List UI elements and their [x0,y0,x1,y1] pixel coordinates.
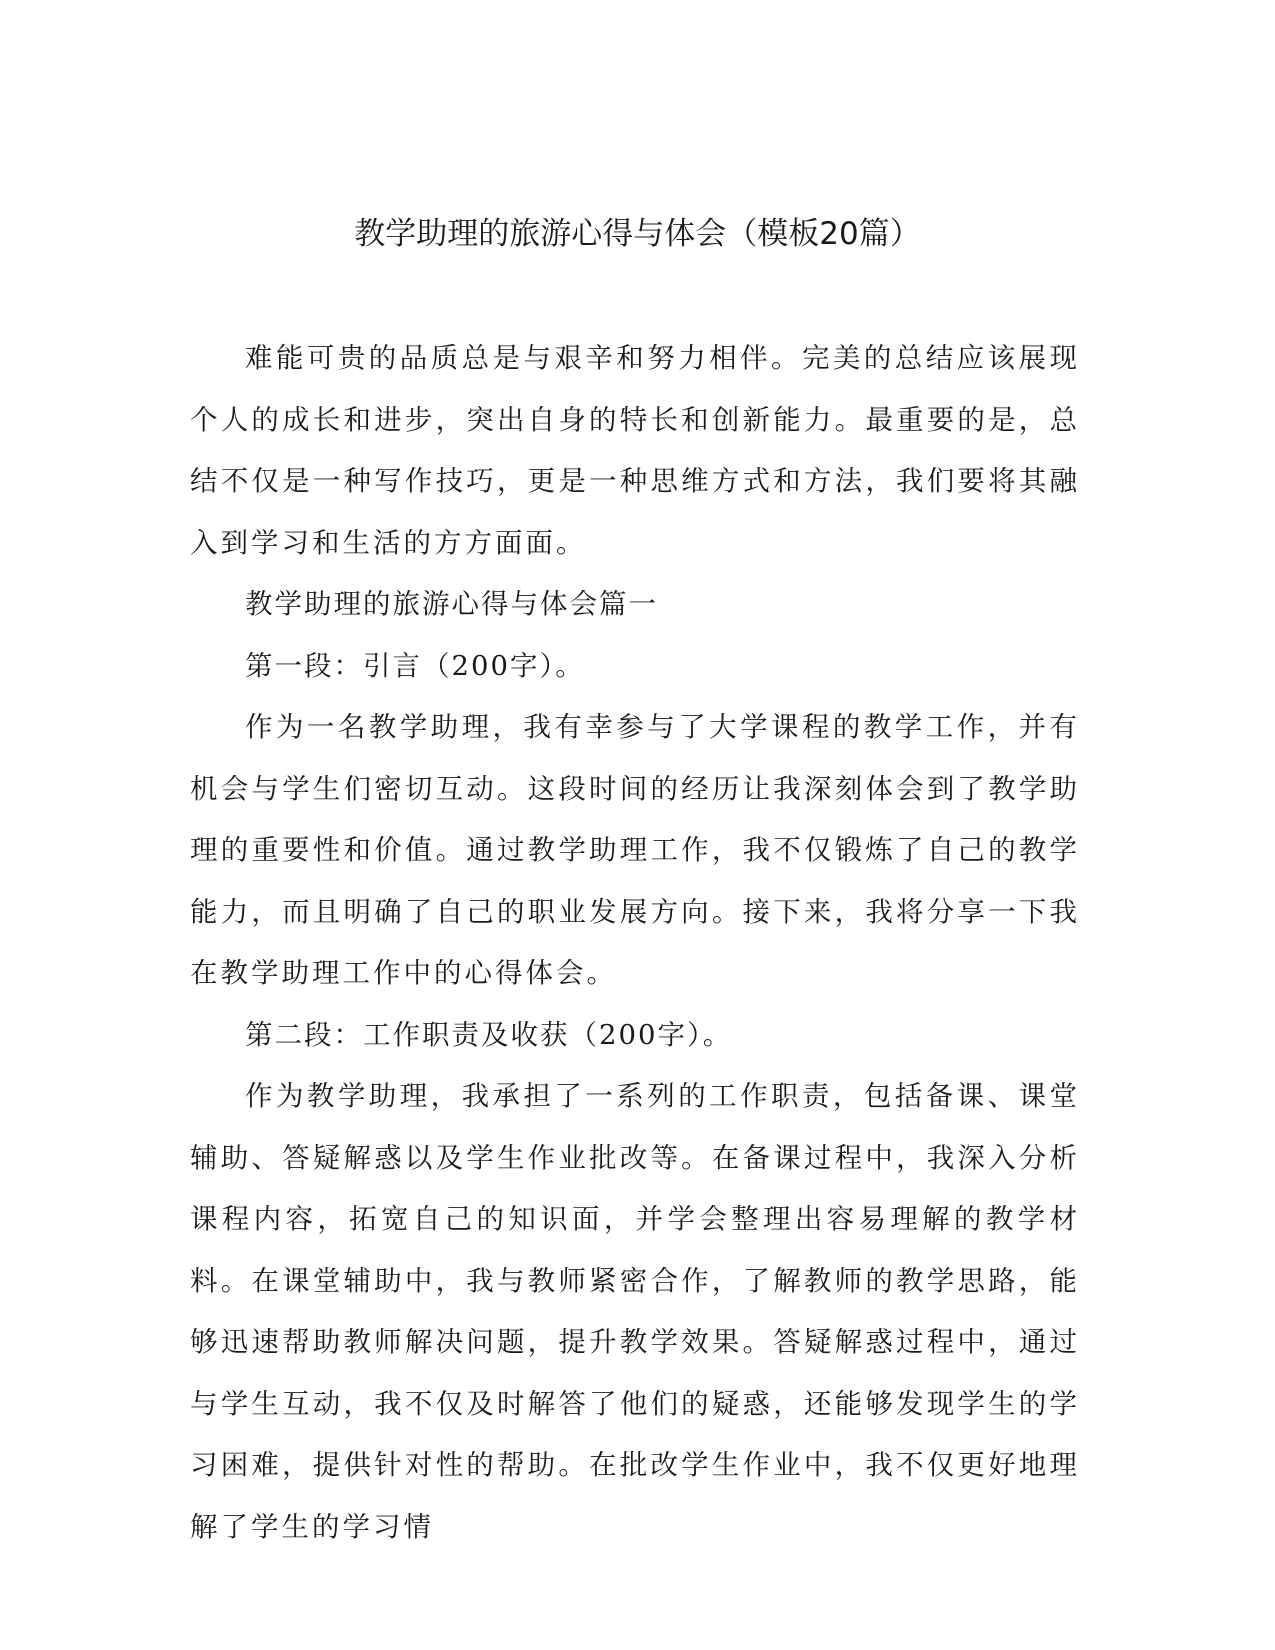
section-heading-part-one: 教学助理的旅游心得与体会篇一 [245,588,658,620]
body-paragraph: 作为一名教学助理，我有幸参与了大学课程的教学工作，并有机会与学生们密切互动。这段时间的经历让我深刻体会到了教学助理的重要性和价值。通过教学助理工作，我不仅锻炼了自己的教学能力，而且明确了自己的职业发展方向。接下来，我将分享一下我在教学助理工作中的心得体会。 [190,711,1080,989]
intro-paragraph: 难能可贵的品质总是与艰辛和努力相伴。完美的总结应该展现个人的成长和进步，突出自身的特长和创新能力。最重要的是，总结不仅是一种写作技巧，更是一种思维方式和方法，我们要将其融入到学习和生活的方方面面。 [190,342,1080,559]
subheading-duties: 第二段：工作职责及收获（200字）。 [245,1018,733,1051]
subheading-introduction: 第一段：引言（200字）。 [245,649,585,682]
document-body [190,328,1080,1558]
document-title: 教学助理的旅游心得与体会（模板20篇） [354,216,921,252]
body-paragraph: 作为教学助理，我承担了一系列的工作职责，包括备课、课堂辅助、答疑解惑以及学生作业批改等。在备课过程中，我深入分析课程内容，拓宽自己的知识面，并学会整理出容易理解的教学材料。在课堂辅助中，我与教师紧密合作，了解教师的教学思路，能够迅速帮助教师解决问题，提升教学效果。答疑解惑过程中，通过与学生互动，我不仅及时解答了他们的疑惑，还能够发现学生的学习困难，提供针对性的帮助。在批改学生作业中，我不仅更好地理解了学生的学习情 [190,1080,1080,1543]
